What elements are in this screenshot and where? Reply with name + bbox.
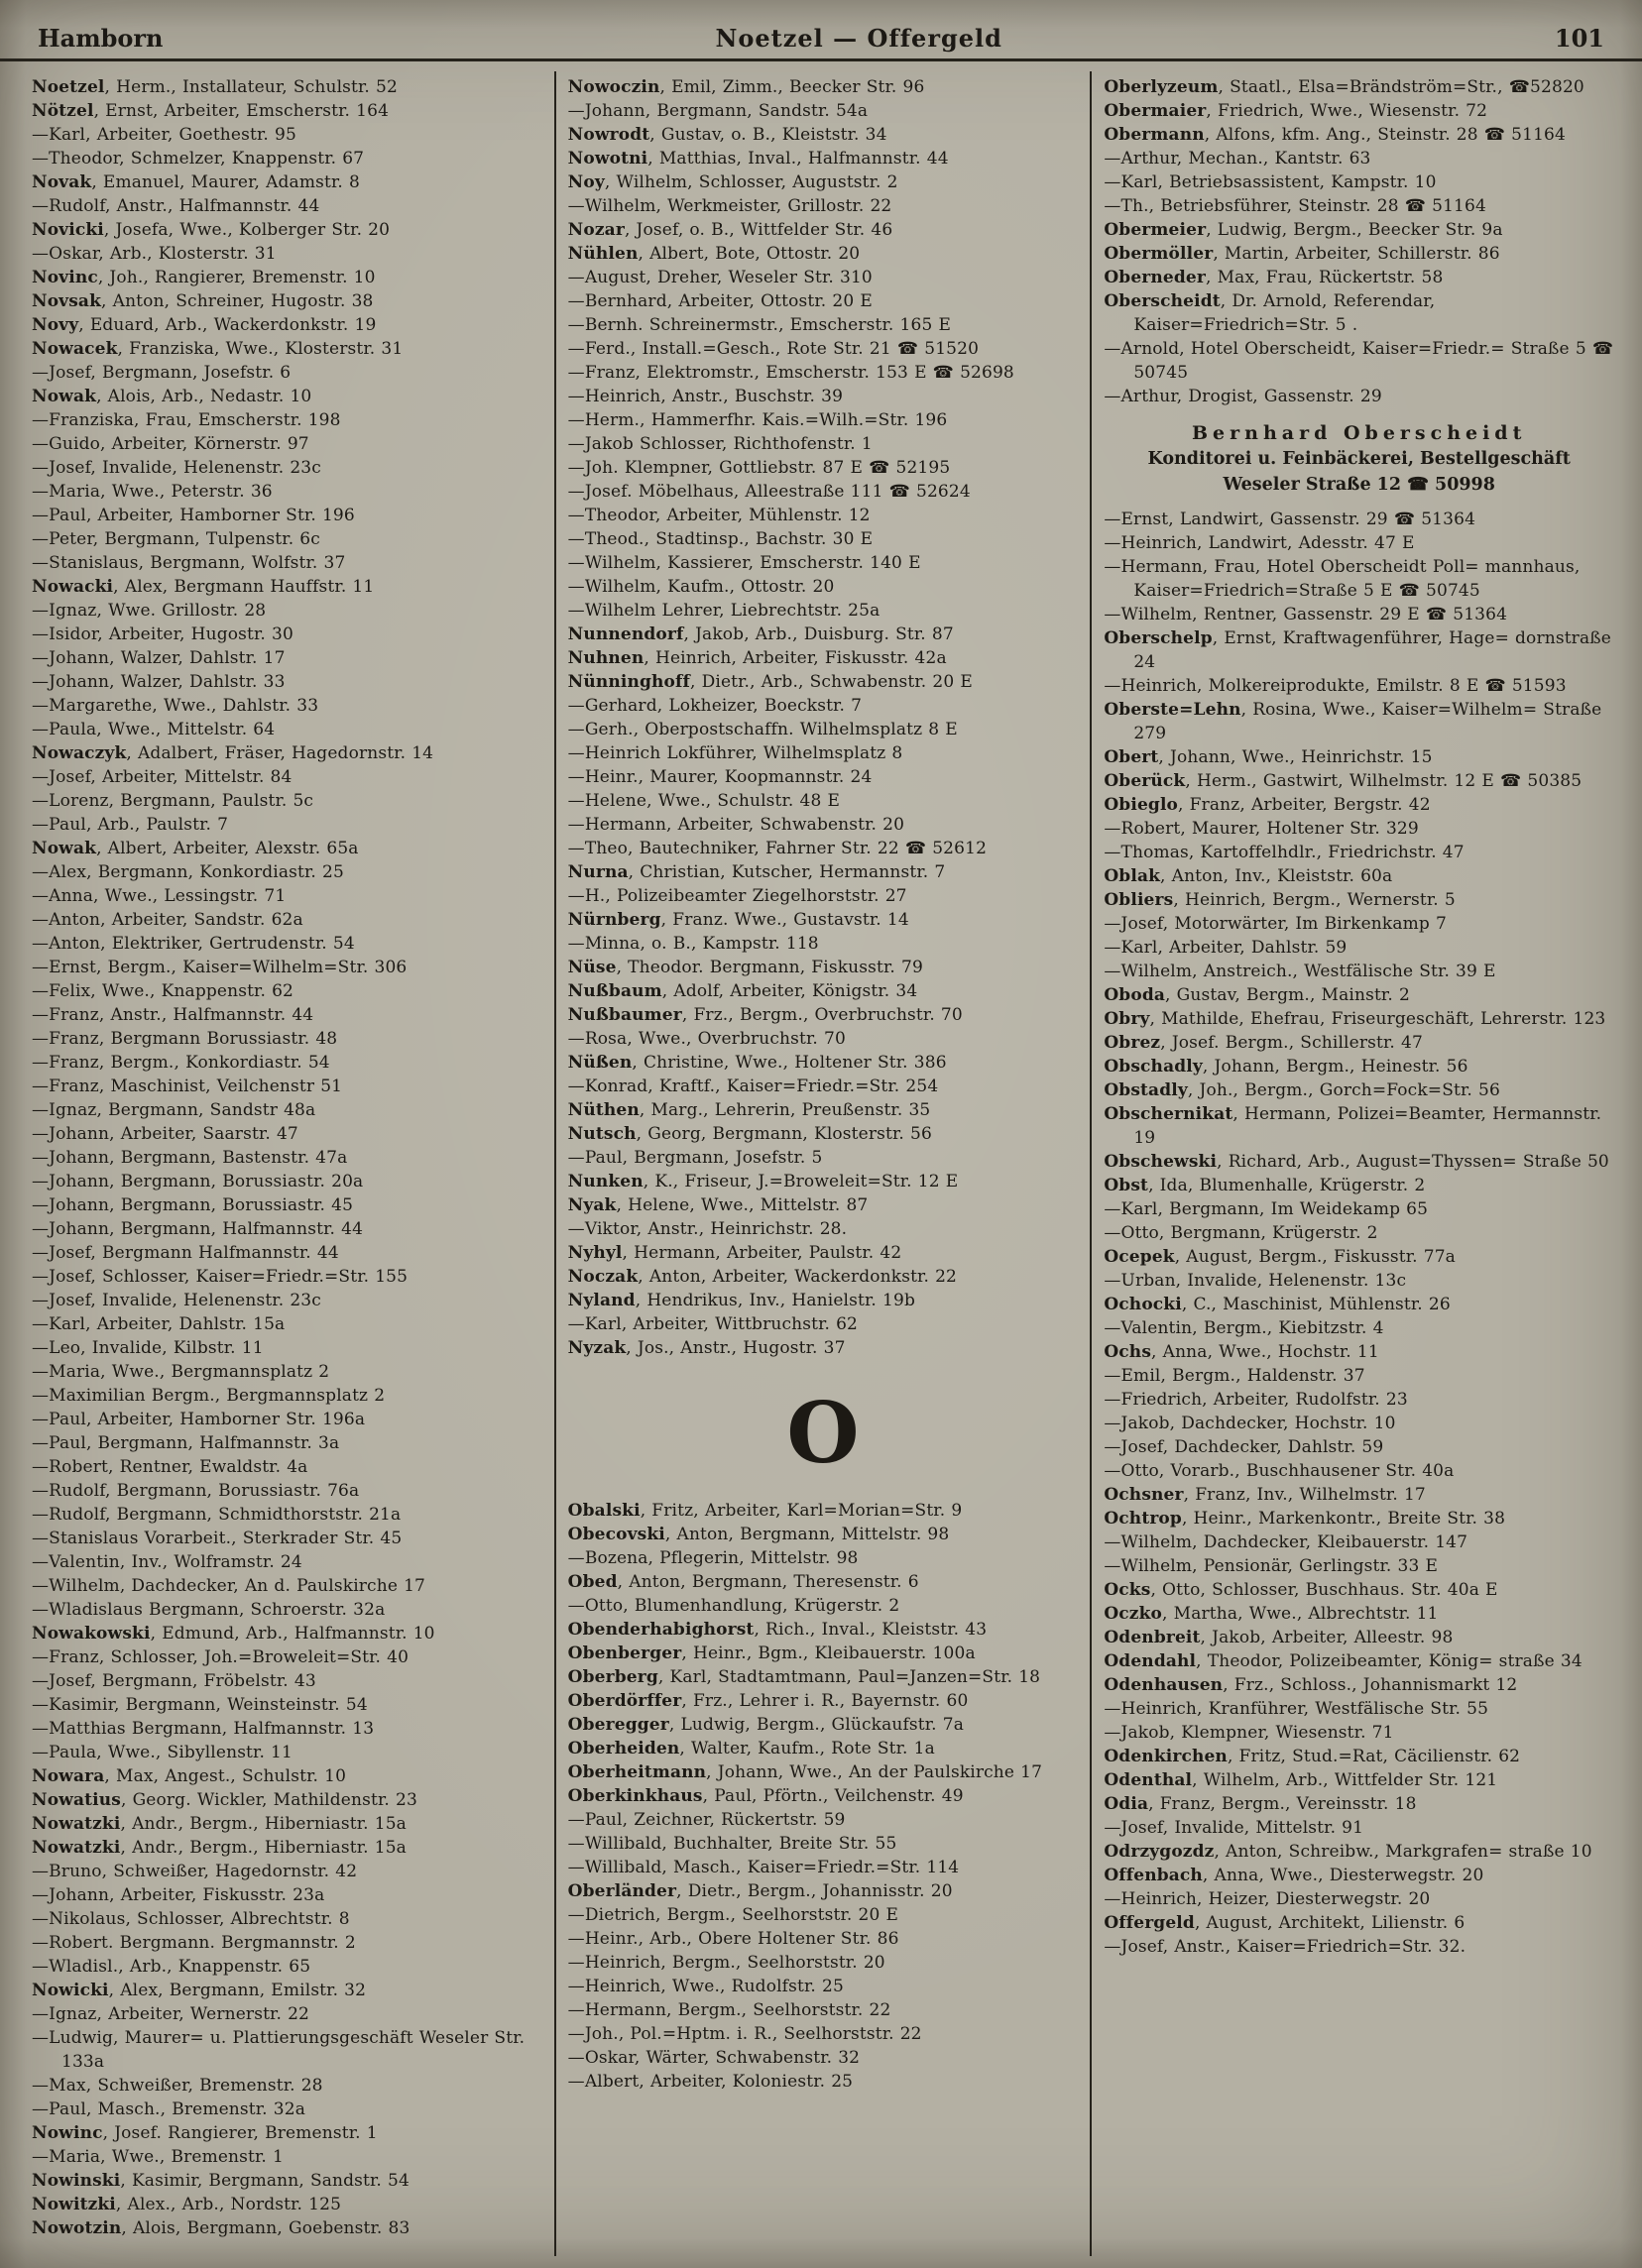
- directory-entry: Ocepek, August, Bergm., Fiskusstr. 77a: [1104, 1247, 1456, 1267]
- directory-entry: —Alex, Bergmann, Konkordiastr. 25: [32, 862, 344, 882]
- directory-entry: —Franz, Bergm., Konkordiastr. 54: [32, 1053, 330, 1073]
- directory-entry: Obschewski, Richard, Arb., August=Thyssen= Straße 50: [1104, 1152, 1609, 1172]
- directory-entry: Nowinski, Kasimir, Bergmann, Sandstr. 54: [32, 2171, 410, 2191]
- directory-entry: —Ernst, Landwirt, Gassenstr. 29 ☎ 51364: [1104, 510, 1476, 529]
- directory-entry: Oblak, Anton, Inv., Kleiststr. 60a: [1104, 866, 1393, 886]
- directory-entry: Nyak, Helene, Wwe., Mittelstr. 87: [567, 1195, 869, 1215]
- directory-entry: Noczak, Anton, Arbeiter, Wackerdonkstr. 22: [567, 1267, 958, 1287]
- directory-entry: —Rudolf, Anstr., Halfmannstr. 44: [32, 196, 320, 216]
- directory-entry: —Josef. Möbelhaus, Alleestraße 111 ☎ 52624: [567, 482, 971, 502]
- directory-entry: —Kasimir, Bergmann, Weinsteinstr. 54: [32, 1695, 368, 1715]
- directory-entry: Oboda, Gustav, Bergm., Mainstr. 2: [1104, 985, 1410, 1005]
- directory-entry: Nowaczyk, Adalbert, Fräser, Hagedornstr. 14: [32, 743, 434, 763]
- directory-entry: —Willibald, Buchhalter, Breite Str. 55: [567, 1834, 897, 1855]
- directory-entry: —Johann, Arbeiter, Fiskusstr. 23a: [32, 1885, 325, 1905]
- column-3: [1090, 71, 1626, 2256]
- directory-entry: —H., Polizeibeamter Ziegelhorststr. 27: [567, 886, 907, 906]
- directory-entry: —Wilhelm, Kassierer, Emscherstr. 140 E: [567, 553, 921, 573]
- page-header: [0, 0, 1642, 61]
- directory-entry: —Josef, Bergmann, Fröbelstr. 43: [32, 1671, 316, 1691]
- directory-entry: —Bozena, Pflegerin, Mittelstr. 98: [567, 1548, 859, 1569]
- directory-entry: Obst, Ida, Blumenhalle, Krügerstr. 2: [1104, 1176, 1426, 1195]
- directory-entry: Oberkinkhaus, Paul, Pförtn., Veilchenstr. 49: [567, 1786, 964, 1807]
- directory-entry: Obed, Anton, Bergmann, Theresenstr. 6: [567, 1572, 919, 1593]
- directory-entry: Obermeier, Ludwig, Bergm., Beecker Str. 9a: [1104, 220, 1503, 240]
- directory-entry: —Emil, Bergm., Haldenstr. 37: [1104, 1366, 1365, 1386]
- directory-entry: —Wilhelm, Dachdecker, An d. Paulskirche 17: [32, 1576, 426, 1596]
- directory-entry: Oberberg, Karl, Stadtamtmann, Paul=Janzen=Str. 18: [567, 1667, 1041, 1688]
- directory-entry: Oberheiden, Walter, Kaufm., Rote Str. 1a: [567, 1739, 935, 1759]
- directory-entry: Oberschelp, Ernst, Kraftwagenführer, Hage= dornstraße 24: [1104, 628, 1611, 672]
- directory-entry: Obecovski, Anton, Bergmann, Mittelstr. 98: [567, 1525, 950, 1545]
- directory-entry: Obliers, Heinrich, Bergm., Wernerstr. 5: [1104, 890, 1456, 910]
- directory-entry: —Paula, Wwe., Mittelstr. 64: [32, 720, 276, 739]
- directory-entry: Nußbaum, Adolf, Arbeiter, Königstr. 34: [567, 981, 918, 1001]
- directory-entry: —Paul, Bergmann, Josefstr. 5: [567, 1148, 823, 1168]
- directory-entry: —Gerhard, Lokheizer, Boeckstr. 7: [567, 696, 863, 716]
- directory-entry: —Arthur, Mechan., Kantstr. 63: [1104, 149, 1371, 169]
- directory-entry: —Maria, Wwe., Bremenstr. 1: [32, 2147, 284, 2167]
- directory-entry: —Franz, Maschinist, Veilchenstr 51: [32, 1077, 343, 1096]
- columns-container: [0, 61, 1642, 2256]
- directory-entry: —Paul, Arbeiter, Hamborner Str. 196: [32, 506, 355, 525]
- directory-entry: —Otto, Blumenhandlung, Krügerstr. 2: [567, 1596, 900, 1617]
- directory-entry: Nürnberg, Franz. Wwe., Gustavstr. 14: [567, 910, 909, 930]
- directory-entry: —Stanislaus Vorarbeit., Sterkrader Str. 45: [32, 1529, 403, 1548]
- directory-entry: Obenderhabighorst, Rich., Inval., Kleiststr. 43: [567, 1620, 988, 1641]
- directory-entry: —Jakob Schlosser, Richthofenstr. 1: [567, 434, 873, 454]
- directory-entry: Offenbach, Anna, Wwe., Diesterwegstr. 20: [1104, 1866, 1484, 1885]
- directory-entry: —Helene, Wwe., Schulstr. 48 E: [567, 791, 841, 811]
- directory-entry: Novinc, Joh., Rangierer, Bremenstr. 10: [32, 268, 376, 287]
- directory-entry: —Ferd., Install.=Gesch., Rote Str. 21 ☎ 51520: [567, 339, 980, 359]
- directory-entry: —Ernst, Bergm., Kaiser=Wilhelm=Str. 306: [32, 958, 408, 977]
- directory-entry: Novicki, Josefa, Wwe., Kolberger Str. 20: [32, 220, 391, 240]
- directory-entry: —Wladislaus Bergmann, Schroerstr. 32a: [32, 1600, 386, 1620]
- directory-entry: Nunken, K., Friseur, J.=Broweleit=Str. 12 E: [567, 1172, 959, 1191]
- directory-entry: —Gerh., Oberpostschaffn. Wilhelmsplatz 8 E: [567, 720, 958, 739]
- directory-entry: Ochs, Anna, Wwe., Hochstr. 11: [1104, 1342, 1379, 1362]
- directory-entry: —Thomas, Kartoffelhdlr., Friedrichstr. 47: [1104, 843, 1465, 862]
- directory-entry: Oberneder, Max, Frau, Rückertstr. 58: [1104, 268, 1444, 287]
- directory-entry: —Heinrich, Heizer, Diesterwegstr. 20: [1104, 1889, 1431, 1909]
- directory-entry: —Hermann, Bergm., Seelhorststr. 22: [567, 2000, 891, 2021]
- directory-entry: —Johann, Arbeiter, Saarstr. 47: [32, 1124, 298, 1144]
- directory-entry: —Albert, Arbeiter, Koloniestr. 25: [567, 2072, 854, 2093]
- directory-entry: —Paul, Masch., Bremenstr. 32a: [32, 2099, 305, 2119]
- directory-entry: Novsak, Anton, Schreiner, Hugostr. 38: [32, 291, 374, 311]
- directory-entry: —Maria, Wwe., Bergmannsplatz 2: [32, 1362, 330, 1382]
- directory-entry: Obermann, Alfons, kfm. Ang., Steinstr. 28 ☎ 51164: [1104, 125, 1566, 145]
- directory-entry: Nyhyl, Hermann, Arbeiter, Paulstr. 42: [567, 1243, 902, 1263]
- directory-entry: —Theod., Stadtinsp., Bachstr. 30 E: [567, 529, 874, 549]
- directory-entry: —Stanislaus, Bergmann, Wolfstr. 37: [32, 553, 346, 573]
- directory-entry: Nowoczin, Emil, Zimm., Beecker Str. 96: [567, 77, 925, 97]
- directory-entry: Ochtrop, Heinr., Markenkontr., Breite Str. 38: [1104, 1509, 1506, 1529]
- directory-entry: —Karl, Arbeiter, Goethestr. 95: [32, 125, 296, 145]
- ad-line: Bernhard Oberscheidt: [1191, 422, 1527, 444]
- directory-entry: —Wilhelm, Werkmeister, Grillostr. 22: [567, 196, 892, 216]
- directory-entry: Obenberger, Heinr., Bgm., Kleibauerstr. 100a: [567, 1644, 976, 1664]
- header-place: Hamborn: [38, 24, 164, 53]
- directory-entry: Nowatzki, Andr., Bergm., Hiberniastr. 15a: [32, 1838, 407, 1858]
- ad-line: Weseler Straße 12 ☎ 50998: [1223, 475, 1495, 495]
- directory-entry: —Otto, Vorarb., Buschhausener Str. 40a: [1104, 1461, 1455, 1481]
- directory-entry: Obry, Mathilde, Ehefrau, Friseurgeschäft, Lehrerstr. 123: [1104, 1009, 1606, 1029]
- directory-entry: Odenbreit, Jakob, Arbeiter, Alleestr. 98: [1104, 1628, 1454, 1647]
- directory-entry: Obschernikat, Hermann, Polizei=Beamter, Hermannstr. 19: [1104, 1104, 1602, 1148]
- directory-entry: —Josef, Arbeiter, Mittelstr. 84: [32, 767, 293, 787]
- directory-entry: —Karl, Betriebsassistent, Kampstr. 10: [1104, 172, 1437, 192]
- directory-entry: —Heinrich, Kranführer, Westfälische Str. 55: [1104, 1699, 1489, 1719]
- directory-entry: Nowara, Max, Angest., Schulstr. 10: [32, 1766, 347, 1786]
- directory-entry: —Valentin, Bergm., Kiebitzstr. 4: [1104, 1318, 1384, 1338]
- directory-entry: Nünninghoff, Dietr., Arb., Schwabenstr. 20 E: [567, 672, 973, 692]
- directory-entry: —Josef, Invalide, Helenenstr. 23c: [32, 1291, 321, 1310]
- directory-entry: —Urban, Invalide, Helenenstr. 13c: [1104, 1271, 1407, 1291]
- directory-entry: —Theodor, Arbeiter, Mühlenstr. 12: [567, 506, 871, 525]
- directory-entry: Odia, Franz, Bergm., Vereinsstr. 18: [1104, 1794, 1417, 1814]
- directory-entry: —Heinrich, Molkereiprodukte, Emilstr. 8 E ☎ 51593: [1104, 676, 1567, 696]
- directory-entry: —Johann, Bergmann, Bastenstr. 47a: [32, 1148, 348, 1168]
- directory-entry: —Robert, Rentner, Ewaldstr. 4a: [32, 1457, 308, 1477]
- directory-entry: —Margarethe, Wwe., Dahlstr. 33: [32, 696, 319, 716]
- directory-entry: Noetzel, Herm., Installateur, Schulstr. 52: [32, 77, 398, 97]
- directory-entry: —Nikolaus, Schlosser, Albrechtstr. 8: [32, 1909, 350, 1929]
- directory-entry: Nötzel, Ernst, Arbeiter, Emscherstr. 164: [32, 101, 390, 121]
- directory-entry: Nowacek, Franziska, Wwe., Klosterstr. 31: [32, 339, 404, 359]
- directory-entry: —Ignaz, Bergmann, Sandstr 48a: [32, 1100, 316, 1120]
- directory-entry: —Th., Betriebsführer, Steinstr. 28 ☎ 51164: [1104, 196, 1486, 216]
- directory-entry: —Karl, Arbeiter, Wittbruchstr. 62: [567, 1314, 859, 1334]
- directory-entry: —Josef, Dachdecker, Dahlstr. 59: [1104, 1437, 1384, 1457]
- directory-entry: Nowrodt, Gustav, o. B., Kleiststr. 34: [567, 125, 887, 145]
- directory-entry: —Lorenz, Bergmann, Paulstr. 5c: [32, 791, 314, 811]
- directory-entry: Nyzak, Jos., Anstr., Hugostr. 37: [567, 1338, 846, 1358]
- directory-entry: —Maria, Wwe., Peterstr. 36: [32, 482, 273, 502]
- directory-entry: —Heinr., Arb., Obere Holtener Str. 86: [567, 1929, 899, 1950]
- directory-entry: —Hermann, Arbeiter, Schwabenstr. 20: [567, 815, 905, 835]
- directory-entry: —Friedrich, Arbeiter, Rudolfstr. 23: [1104, 1390, 1408, 1410]
- directory-entry: —Johann, Bergmann, Borussiastr. 20a: [32, 1172, 364, 1191]
- directory-entry: Oberste=Lehn, Rosina, Wwe., Kaiser=Wilhelm= Straße 279: [1104, 700, 1602, 743]
- directory-entry: Nüthen, Marg., Lehrerin, Preußenstr. 35: [567, 1100, 931, 1120]
- directory-entry: —Josef, Invalide, Mittelstr. 91: [1104, 1818, 1364, 1838]
- directory-entry: —Arnold, Hotel Oberscheidt, Kaiser=Friedr.= Straße 5 ☎ 50745: [1104, 339, 1614, 383]
- directory-entry: —Josef, Motorwärter, Im Birkenkamp 7: [1104, 914, 1447, 934]
- directory-entry: —Johann, Walzer, Dahlstr. 17: [32, 648, 286, 668]
- directory-entry: —August, Dreher, Weseler Str. 310: [567, 268, 873, 287]
- directory-entry: Nowotzin, Alois, Bergmann, Goebenstr. 83: [32, 2218, 410, 2238]
- column-2: [554, 71, 1091, 2256]
- directory-entry: —Hermann, Frau, Hotel Oberscheidt Poll= mannhaus, Kaiser=Friedrich=Straße 5 E ☎ 50745: [1104, 557, 1581, 601]
- directory-entry: —Franz, Anstr., Halfmannstr. 44: [32, 1005, 314, 1025]
- directory-entry: —Jakob, Klempner, Wiesenstr. 71: [1104, 1723, 1394, 1743]
- directory-entry: Ocks, Otto, Schlosser, Buschhaus. Str. 40a E: [1104, 1580, 1498, 1600]
- directory-entry: —Paul, Zeichner, Rückertstr. 59: [567, 1810, 846, 1831]
- section-letter-O: O: [786, 1384, 860, 1482]
- directory-entry: —Anton, Arbeiter, Sandstr. 62a: [32, 910, 303, 930]
- directory-entry: —Dietrich, Bergm., Seelhorststr. 20 E: [567, 1905, 899, 1926]
- directory-entry: Obalski, Fritz, Arbeiter, Karl=Morian=Str. 9: [567, 1501, 963, 1522]
- directory-entry: Odendahl, Theodor, Polizeibeamter, König= straße 34: [1104, 1651, 1583, 1671]
- directory-entry: Nuhnen, Heinrich, Arbeiter, Fiskusstr. 42a: [567, 648, 947, 668]
- directory-entry: —Paula, Wwe., Sibyllenstr. 11: [32, 1743, 293, 1762]
- directory-entry: —Josef, Anstr., Kaiser=Friedrich=Str. 32.: [1104, 1937, 1466, 1957]
- directory-entry: Nowak, Albert, Arbeiter, Alexstr. 65a: [32, 839, 359, 858]
- directory-entry: —Josef, Schlosser, Kaiser=Friedr.=Str. 155: [32, 1267, 409, 1287]
- directory-entry: Obermaier, Friedrich, Wwe., Wiesenstr. 72: [1104, 101, 1488, 121]
- directory-entry: Oberück, Herm., Gastwirt, Wilhelmstr. 12 E ☎ 50385: [1104, 771, 1583, 791]
- directory-entry: —Guido, Arbeiter, Körnerstr. 97: [32, 434, 309, 454]
- directory-entry: —Arthur, Drogist, Gassenstr. 29: [1104, 387, 1382, 406]
- directory-entry: Nozar, Josef, o. B., Wittfelder Str. 46: [567, 220, 893, 240]
- directory-entry: —Karl, Bergmann, Im Weidekamp 65: [1104, 1199, 1429, 1219]
- directory-entry: —Robert. Bergmann. Bergmannstr. 2: [32, 1933, 356, 1953]
- directory-entry: —Wilhelm, Rentner, Gassenstr. 29 E ☎ 51364: [1104, 605, 1508, 624]
- ad-line: Konditorei u. Feinbäckerei, Bestellgeschäft: [1147, 449, 1571, 469]
- directory-entry: Nowatzki, Andr., Bergm., Hiberniastr. 15a: [32, 1814, 407, 1834]
- directory-entry: Nowitzki, Alex., Arb., Nordstr. 125: [32, 2195, 342, 2214]
- directory-entry: —Wilhelm, Dachdecker, Kleibauerstr. 147: [1104, 1532, 1468, 1552]
- directory-entry: —Heinrich, Bergm., Seelhorststr. 20: [567, 1953, 885, 1974]
- directory-entry: —Theodor, Schmelzer, Knappenstr. 67: [32, 149, 365, 169]
- directory-entry: —Otto, Bergmann, Krügerstr. 2: [1104, 1223, 1378, 1243]
- directory-entry: Nowinc, Josef. Rangierer, Bremenstr. 1: [32, 2123, 378, 2143]
- directory-entry: Odenthal, Wilhelm, Arb., Wittfelder Str. 121: [1104, 1770, 1498, 1790]
- header-name-range: Noetzel — Offergeld: [715, 24, 1002, 53]
- directory-entry: —Franziska, Frau, Emscherstr. 198: [32, 410, 341, 430]
- directory-entry: —Ludwig, Maurer= u. Plattierungsgeschäft Weseler Str. 133a: [32, 2028, 526, 2072]
- directory-entry: Noy, Wilhelm, Schlosser, Auguststr. 2: [567, 172, 898, 192]
- directory-entry: Nußbaumer, Frz., Bergm., Overbruchstr. 70: [567, 1005, 963, 1025]
- directory-entry: Obschadly, Johann, Bergm., Heinestr. 56: [1104, 1057, 1468, 1077]
- directory-entry: Oczko, Martha, Wwe., Albrechtstr. 11: [1104, 1604, 1439, 1624]
- directory-entry: Obieglo, Franz, Arbeiter, Bergstr. 42: [1104, 795, 1431, 815]
- directory-entry: Nowacki, Alex, Bergmann Hauffstr. 11: [32, 577, 375, 597]
- column-1: [20, 71, 554, 2256]
- directory-entry: Obermöller, Martin, Arbeiter, Schillerstr. 86: [1104, 244, 1500, 264]
- directory-entry: —Johann, Bergmann, Sandstr. 54a: [567, 101, 869, 121]
- directory-entry: Oberegger, Ludwig, Bergm., Glückaufstr. 7a: [567, 1715, 965, 1736]
- directory-entry: Obstadly, Joh., Bergm., Gorch=Fock=Str. 56: [1104, 1080, 1500, 1100]
- directory-entry: Odenkirchen, Fritz, Stud.=Rat, Cäcilienstr. 62: [1104, 1747, 1521, 1766]
- directory-entry: —Josef, Bergmann Halfmannstr. 44: [32, 1243, 339, 1263]
- directory-entry: —Jakob, Dachdecker, Hochstr. 10: [1104, 1414, 1396, 1433]
- directory-entry: Oberdörffer, Frz., Lehrer i. R., Bayernstr. 60: [567, 1691, 969, 1712]
- directory-entry: —Heinrich, Anstr., Buschstr. 39: [567, 387, 844, 406]
- directory-entry: —Wladisl., Arb., Knappenstr. 65: [32, 1957, 311, 1977]
- directory-entry: Odenhausen, Frz., Schloss., Johannismarkt 12: [1104, 1675, 1518, 1695]
- directory-entry: —Paul, Bergmann, Halfmannstr. 3a: [32, 1433, 340, 1453]
- directory-entry: —Franz, Bergmann Borussiastr. 48: [32, 1029, 338, 1049]
- directory-entry: —Joh., Pol.=Hptm. i. R., Seelhorststr. 22: [567, 2024, 922, 2045]
- directory-entry: Nowak, Alois, Arb., Nedastr. 10: [32, 387, 312, 406]
- directory-entry: Offergeld, August, Architekt, Lilienstr. 6: [1104, 1913, 1466, 1933]
- directory-entry: Nurna, Christian, Kutscher, Hermannstr. 7: [567, 862, 946, 882]
- directory-entry: Obrez, Josef. Bergm., Schillerstr. 47: [1104, 1033, 1423, 1053]
- directory-entry: —Wilhelm Lehrer, Liebrechtstr. 25a: [567, 601, 880, 621]
- directory-entry: —Minna, o. B., Kampstr. 118: [567, 934, 819, 954]
- directory-entry: —Wilhelm, Kaufm., Ottostr. 20: [567, 577, 835, 597]
- directory-entry: —Bernh. Schreinermstr., Emscherstr. 165 E: [567, 315, 952, 335]
- directory-entry: Nowakowski, Edmund, Arb., Halfmannstr. 10: [32, 1624, 435, 1644]
- directory-entry: —Valentin, Inv., Wolframstr. 24: [32, 1552, 302, 1572]
- directory-entry: —Rosa, Wwe., Overbruchstr. 70: [567, 1029, 846, 1049]
- directory-entry: Nutsch, Georg, Bergmann, Klosterstr. 56: [567, 1124, 932, 1144]
- directory-entry: —Konrad, Kraftf., Kaiser=Friedr.=Str. 254: [567, 1077, 939, 1096]
- directory-entry: Oberlyzeum, Staatl., Elsa=Brändström=Str., ☎52820: [1104, 77, 1584, 97]
- directory-entry: —Theo, Bautechniker, Fahrner Str. 22 ☎ 52612: [567, 839, 988, 858]
- ad-block-oberscheidt: [1104, 420, 1614, 498]
- directory-entry: —Bruno, Schweißer, Hagedornstr. 42: [32, 1862, 358, 1881]
- directory-entry: —Isidor, Arbeiter, Hugostr. 30: [32, 624, 293, 644]
- directory-entry: —Max, Schweißer, Bremenstr. 28: [32, 2076, 323, 2096]
- directory-entry: —Paul, Arbeiter, Hamborner Str. 196a: [32, 1410, 366, 1429]
- directory-entry: —Anna, Wwe., Lessingstr. 71: [32, 886, 287, 906]
- directory-entry: Oberscheidt, Dr. Arnold, Referendar, Kaiser=Friedrich=Str. 5 .: [1104, 291, 1436, 335]
- directory-entry: —Robert, Maurer, Holtener Str. 329: [1104, 819, 1419, 839]
- directory-entry: Nowatius, Georg. Wickler, Mathildenstr. 23: [32, 1790, 417, 1810]
- directory-entry: —Heinrich, Landwirt, Adesstr. 47 E: [1104, 533, 1415, 553]
- directory-entry: —Oskar, Wärter, Schwabenstr. 32: [567, 2048, 861, 2069]
- directory-entry: Odrzygozdz, Anton, Schreibw., Markgrafen= straße 10: [1104, 1842, 1592, 1862]
- directory-entry: Nowotni, Matthias, Inval., Halfmannstr. 44: [567, 149, 949, 169]
- directory-entry: —Heinr., Maurer, Koopmannstr. 24: [567, 767, 873, 787]
- directory-entry: Nunnendorf, Jakob, Arb., Duisburg. Str. 87: [567, 624, 954, 644]
- directory-entry: —Bernhard, Arbeiter, Ottostr. 20 E: [567, 291, 873, 311]
- directory-entry: —Wilhelm, Anstreich., Westfälische Str. 39 E: [1104, 962, 1496, 981]
- directory-entry: Oberländer, Dietr., Bergm., Johannisstr. 20: [567, 1881, 953, 1902]
- directory-entry: —Peter, Bergmann, Tulpenstr. 6c: [32, 529, 320, 549]
- directory-entry: —Oskar, Arb., Klosterstr. 31: [32, 244, 277, 264]
- directory-entry: Nüßen, Christine, Wwe., Holtener Str. 386: [567, 1053, 947, 1073]
- directory-entry: Novy, Eduard, Arb., Wackerdonkstr. 19: [32, 315, 377, 335]
- directory-entry: —Viktor, Anstr., Heinrichstr. 28.: [567, 1219, 848, 1239]
- directory-entry: —Willibald, Masch., Kaiser=Friedr.=Str. 114: [567, 1858, 960, 1878]
- directory-entry: Ochocki, C., Maschinist, Mühlenstr. 26: [1104, 1295, 1451, 1314]
- directory-entry: —Franz, Schlosser, Joh.=Broweleit=Str. 40: [32, 1647, 410, 1667]
- directory-entry: Nüse, Theodor. Bergmann, Fiskusstr. 79: [567, 958, 923, 977]
- directory-entry: —Heinrich, Wwe., Rudolfstr. 25: [567, 1977, 844, 1997]
- directory-entry: Nyland, Hendrikus, Inv., Hanielstr. 19b: [567, 1291, 915, 1310]
- directory-entry: Obert, Johann, Wwe., Heinrichstr. 15: [1104, 747, 1433, 767]
- directory-entry: —Paul, Arb., Paulstr. 7: [32, 815, 229, 835]
- directory-entry: —Josef, Invalide, Helenenstr. 23c: [32, 458, 321, 478]
- directory-entry: —Karl, Arbeiter, Dahlstr. 15a: [32, 1314, 286, 1334]
- directory-entry: —Maximilian Bergm., Bergmannsplatz 2: [32, 1386, 386, 1406]
- directory-entry: —Josef, Bergmann, Josefstr. 6: [32, 363, 292, 383]
- directory-entry: Nowicki, Alex, Bergmann, Emilstr. 32: [32, 1981, 367, 2000]
- directory-entry: Novak, Emanuel, Maurer, Adamstr. 8: [32, 172, 360, 192]
- directory-entry: —Ignaz, Arbeiter, Wernerstr. 22: [32, 2004, 310, 2024]
- directory-entry: Oberheitmann, Johann, Wwe., An der Paulskirche 17: [567, 1762, 1043, 1783]
- directory-entry: Ochsner, Franz, Inv., Wilhelmstr. 17: [1104, 1485, 1426, 1505]
- directory-entry: Nühlen, Albert, Bote, Ottostr. 20: [567, 244, 861, 264]
- directory-entry: —Johann, Bergmann, Halfmannstr. 44: [32, 1219, 364, 1239]
- directory-entry: —Karl, Arbeiter, Dahlstr. 59: [1104, 938, 1348, 958]
- directory-entry: —Johann, Walzer, Dahlstr. 33: [32, 672, 286, 692]
- directory-entry: —Franz, Elektromstr., Emscherstr. 153 E ☎ 52698: [567, 363, 1014, 383]
- directory-entry: —Wilhelm, Pensionär, Gerlingstr. 33 E: [1104, 1556, 1439, 1576]
- directory-entry: —Matthias Bergmann, Halfmannstr. 13: [32, 1719, 375, 1739]
- directory-entry: —Anton, Elektriker, Gertrudenstr. 54: [32, 934, 355, 954]
- directory-entry: —Ignaz, Wwe. Grillostr. 28: [32, 601, 267, 621]
- directory-entry: —Felix, Wwe., Knappenstr. 62: [32, 981, 294, 1001]
- directory-entry: —Leo, Invalide, Kilbstr. 11: [32, 1338, 264, 1358]
- directory-entry: —Johann, Bergmann, Borussiastr. 45: [32, 1195, 354, 1215]
- page-number: 101: [1554, 24, 1604, 53]
- directory-entry: —Herm., Hammerfhr. Kais.=Wilh.=Str. 196: [567, 410, 948, 430]
- directory-entry: —Rudolf, Bergmann, Schmidthorststr. 21a: [32, 1505, 402, 1525]
- directory-entry: —Rudolf, Bergmann, Borussiastr. 76a: [32, 1481, 360, 1501]
- directory-entry: —Heinrich Lokführer, Wilhelmsplatz 8: [567, 743, 903, 763]
- directory-entry: —Joh. Klempner, Gottliebstr. 87 E ☎ 52195: [567, 458, 951, 478]
